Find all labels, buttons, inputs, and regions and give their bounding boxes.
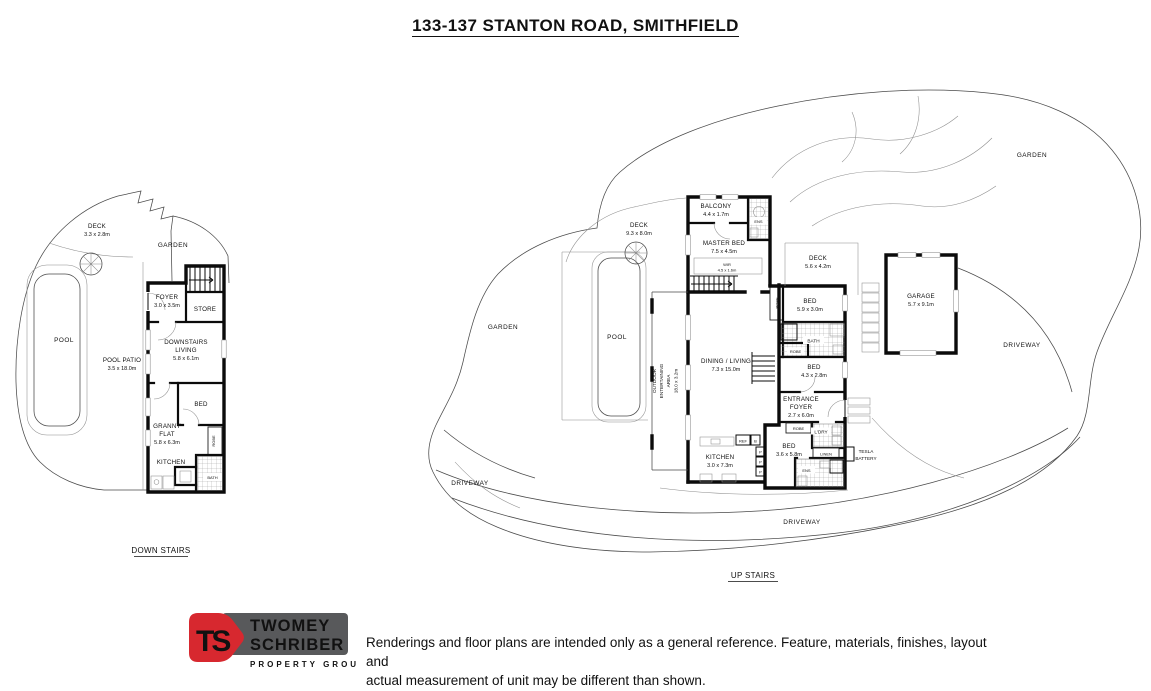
page-title-text: 133-137 STANTON ROAD, SMITHFIELD	[412, 16, 739, 35]
label-ds-deck-dim: 3.3 x 2.8m	[84, 232, 110, 238]
disclaimer-line-2: actual measurement of unit may be different than shown.	[366, 672, 706, 688]
label-us-ens-top: ENS	[754, 219, 763, 224]
label-us-deck-large-dim: 9.3 x 8.0m	[626, 231, 652, 237]
label-us-bed1: BED	[803, 298, 817, 305]
upstairs-house	[686, 195, 870, 488]
label-us-robe-foyer: ROBE	[792, 426, 805, 431]
label-us-bed3-dim: 3.6 x 5.8m	[776, 452, 802, 458]
label-ds-foyer: FOYER	[155, 294, 179, 301]
logo-tagline: PROPERTY GROUP	[250, 660, 358, 669]
label-ds-deck: DECK	[88, 223, 106, 230]
label-us-entrance-dim: 2.7 x 6.0m	[788, 413, 814, 419]
label-us-outdoor-2: ENTERTAINING	[659, 363, 664, 399]
label-us-entrance-2: FOYER	[789, 404, 813, 411]
label-ds-living-dim: 5.8 x 6.1m	[173, 356, 199, 362]
label-ds-granny-2: FLAT	[159, 431, 175, 438]
label-us-garage-dim: 5.7 x 9.1m	[908, 302, 934, 308]
downstairs-pool	[27, 265, 87, 435]
label-us-bed2-dim: 4.3 x 2.8m	[801, 373, 827, 379]
label-us-tesla-2: BATTERY	[855, 456, 877, 461]
agency-logo-graphic	[186, 611, 358, 671]
label-us-kitchen: KITCHEN	[705, 454, 735, 461]
label-us-deck-small-dim: 5.6 x 4.2m	[805, 264, 831, 270]
label-us-robe-bath: ROBE	[789, 349, 802, 354]
label-us-garden-top: GARDEN	[1016, 152, 1048, 159]
label-us-bed3: BED	[782, 443, 796, 450]
label-us-robe-vert: ROBE	[774, 297, 780, 309]
label-ds-kitchen: KITCHEN	[156, 459, 186, 466]
label-ds-bed: BED	[194, 401, 208, 408]
label-us-outdoor-1: OUTDOOR	[652, 369, 657, 393]
logo-name-line2: SCHRIBER	[250, 636, 345, 654]
label-us-wir-dim: 4.5 x 1.6m	[717, 267, 737, 273]
label-ds-garden: GARDEN	[157, 242, 189, 249]
label-us-pool: POOL	[607, 334, 627, 341]
disclaimer-line-1: Renderings and floor plans are intended only as a general reference. Feature, materials, finishes, layout and	[366, 635, 987, 669]
label-us-driveway-right: DRIVEWAY	[1003, 342, 1041, 349]
label-us-tesla-1: TESLA	[858, 449, 874, 454]
label-us-dining-dim: 7.3 x 15.0m	[711, 367, 741, 373]
label-us-driveway-left: DRIVEWAY	[451, 480, 489, 487]
label-us-bed2: BED	[807, 364, 821, 371]
disclaimer	[366, 634, 1006, 691]
downstairs-spiral-stair	[80, 253, 102, 275]
label-us-garden-left: GARDEN	[487, 324, 519, 331]
label-us-linen: LINEN	[820, 451, 832, 457]
label-us-p2: P	[759, 459, 762, 465]
label-us-b: B	[754, 438, 757, 444]
label-us-ens-bottom: ENS	[802, 468, 811, 473]
upstairs-caption: UP STAIRS	[730, 571, 776, 580]
downstairs-plan	[16, 191, 229, 557]
label-ds-pool: POOL	[54, 337, 74, 344]
label-ds-living-1: DOWNSTAIRS	[164, 339, 208, 346]
label-us-driveway-bottom: DRIVEWAY	[783, 519, 821, 526]
label-us-master-bed: MASTER BED	[702, 240, 746, 247]
label-us-balcony-dim: 4.4 x 1.7m	[703, 212, 729, 218]
upstairs-plan	[429, 90, 1141, 581]
label-us-ldry: L'DRY	[814, 429, 828, 435]
downstairs-caption: DOWN STAIRS	[131, 546, 191, 555]
upstairs-pool	[562, 252, 648, 422]
label-us-wir: WIR	[723, 262, 731, 267]
logo-name-line1: TWOMEY	[250, 617, 331, 635]
label-us-p1: P	[759, 449, 762, 455]
label-ds-pool-patio: POOL PATIO	[102, 357, 142, 364]
label-ds-granny-1: GRANNY	[153, 423, 181, 430]
logo-monogram: TS	[196, 625, 229, 658]
label-us-p3: P	[759, 469, 762, 475]
label-us-garage: GARAGE	[907, 293, 935, 300]
label-ds-bath: BATH	[207, 475, 218, 480]
label-us-dining: DINING / LIVING	[700, 358, 752, 365]
label-us-balcony: BALCONY	[700, 203, 732, 210]
label-ds-store: STORE	[193, 306, 217, 313]
label-ds-foyer-dim: 3.0 x 3.5m	[154, 303, 180, 309]
label-us-deck-large: DECK	[630, 222, 648, 229]
label-us-bed1-dim: 5.9 x 3.0m	[797, 307, 823, 313]
label-us-outdoor-dim: 18.0 x 3.2m	[673, 368, 679, 394]
label-ds-living-2: LIVING	[175, 347, 197, 354]
label-us-master-bed-dim: 7.5 x 4.5m	[711, 249, 737, 255]
label-ds-robe: ROBE	[211, 435, 216, 447]
agency-logo	[186, 611, 358, 676]
label-us-entrance-1: ENTRANCE	[783, 396, 819, 403]
label-ds-granny-dim: 5.8 x 6.3m	[154, 440, 180, 446]
label-us-deck-small: DECK	[809, 255, 827, 262]
label-us-kitchen-dim: 3.0 x 7.3m	[707, 463, 733, 469]
label-us-ref: REF	[739, 438, 747, 444]
label-ds-pool-patio-dim: 3.5 x 18.0m	[107, 366, 137, 372]
label-us-outdoor-3: AREA	[666, 374, 671, 388]
label-us-bath: BATH	[807, 338, 820, 344]
